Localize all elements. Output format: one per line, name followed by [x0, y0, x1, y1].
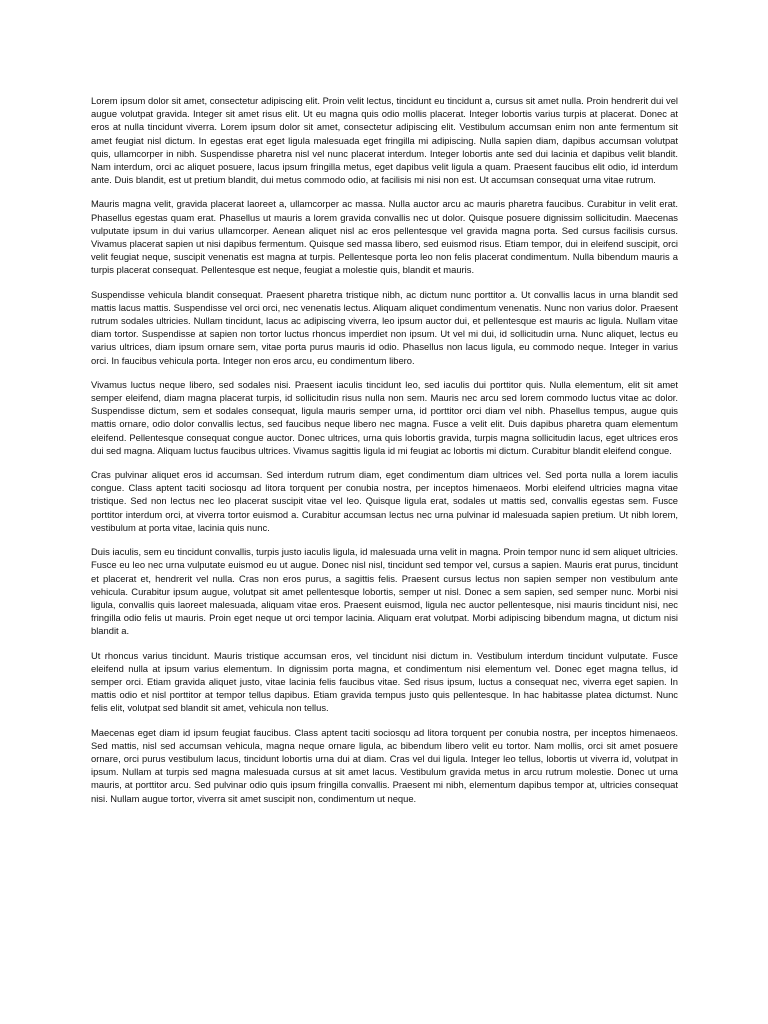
paragraph-3: Suspendisse vehicula blandit consequat. Praesent pharetra tristique nibh, ac dictum nunc porttitor a. Ut convallis lacus in urna blandit sed mattis lacus mattis. Suspendisse vel orci orci, nec venenatis lectus. Aliquam aliquet condimentum venenatis. Nunc non varius dolor. Praesent rutrum sodales ultricies. Nullam tincidunt, lacus ac adipiscing viverra, leo ipsum auctor dui, et pellentesque est mauris ac ligula. Nullam vitae diam tortor. Suspendisse at sapien non tortor luctus rhoncus imperdiet non ipsum. Ut vel mi dui, id sollicitudin urna. Nunc aliquet, lectus eu varius ultrices, diam ipsum ornare sem, vitae porta purus mauris id odio. Phasellus non lacus ligula, eu commodo neque. Integer in varius orci. In faucibus vehicula porta. Integer non eros arcu, eu condimentum libero.: [91, 288, 678, 366]
paragraph-7: Ut rhoncus varius tincidunt. Mauris tristique accumsan eros, vel tincidunt nisi dictum in. Vestibulum interdum tincidunt vulputate. Fusce eleifend nulla at ipsum varius elementum. In dignissim porta magna, et condimentum nisi elementum vel. Donec eget magna tellus, id semper orci. Etiam gravida aliquet justo, vitae lacinia felis faucibus vitae. Sed risus ipsum, luctus a consequat nec, viverra eget sapien. In mattis odio et nisl porttitor at tempor tellus dapibus. Etiam gravida tempus justo quis pellentesque. In hac habitasse platea dictumst. Nunc felis elit, volutpat sed blandit sit amet, vehicula non tellus.: [91, 649, 678, 714]
paragraph-8: Maecenas eget diam id ipsum feugiat faucibus. Class aptent taciti sociosqu ad litora torquent per conubia nostra, per inceptos himenaeos. Sed mattis, nisl sed accumsan vehicula, magna neque ornare ligula, ac bibendum libero velit eu tortor. Nam mollis, orci sit amet posuere ornare, orci purus vestibulum lacus, tincidunt lobortis urna dui at diam. Cras vel dui ligula. Integer leo tellus, lobortis ut viverra id, volutpat in ipsum. Nullam at turpis sed magna malesuada cursus at sit amet lacus. Vestibulum gravida metus in arcu rutrum molestie. Donec ut urna mauris, at porttitor arcu. Sed pulvinar odio quis ipsum fringilla convallis. Praesent mi nibh, elementum dapibus tempor at, ultricies consequat nisi. Nullam augue tortor, viverra sit amet suscipit non, condimentum ut neque.: [91, 726, 678, 804]
document-body: [91, 94, 678, 816]
paragraph-5: Cras pulvinar aliquet eros id accumsan. Sed interdum rutrum diam, eget condimentum diam ultrices vel. Sed porta nulla a lorem iaculis congue. Class aptent taciti sociosqu ad litora torquent per conubia nostra, per inceptos himenaeos. Morbi eleifend ultricies magna vitae tristique. Sed non lectus nec leo placerat suscipit vitae vel leo. Quisque ligula erat, sodales ut mattis sed, convallis egestas sem. Fusce porttitor interdum orci, at viverra tortor euismod a. Curabitur accumsan lectus nec urna pulvinar id malesuada sapien pretium. Ut nibh lorem, vestibulum at porta vitae, lacinia quis nunc.: [91, 469, 678, 533]
paragraph-6: Duis iaculis, sem eu tincidunt convallis, turpis justo iaculis ligula, id malesuada urna velit in magna. Proin tempor nunc id sem aliquet ultricies. Fusce eu leo nec urna vulputate euismod eu ut augue. Donec nisl nisl, tincidunt sed tempor vel, cursus a sapien. Mauris erat purus, tincidunt et placerat et, hendrerit vel nulla. Cras non eros purus, a sagittis felis. Praesent cursus lectus non sapien semper non vestibulum ante vehicula. Curabitur ipsum augue, volutpat sit amet pellentesque lobortis, semper ut nisl. Donec a sem sapien, sed semper nunc. Morbi nisi ligula, convallis quis laoreet malesuada, aliquam vitae eros. Praesent euismod, ligula nec auctor pellentesque, nisi mauris tincidunt nisi, nec fringilla odio felis ut mauris. Proin eget neque ut orci tempor lacinia. Aliquam erat volutpat. Morbi adipiscing bibendum magna, ut dictum nisi blandit a.: [91, 546, 678, 637]
paragraph-1: Lorem ipsum dolor sit amet, consectetur adipiscing elit. Proin velit lectus, tincidunt eu tincidunt a, cursus sit amet nulla. Proin hendrerit dui vel augue volutpat gravida. Integer sit amet risus elit. Ut eu magna quis odio mollis placerat. Integer lobortis varius turpis at placerat. Donec at eros at nulla tincidunt viverra. Lorem ipsum dolor sit amet, consectetur adipiscing elit. Vestibulum accumsan enim non ante fermentum sit amet feugiat nisl dictum. In egestas erat eget ligula malesuada eget fringilla mi adipiscing. Nulla sapien diam, dapibus accumsan volutpat quis, ullamcorper in nibh. Suspendisse pharetra nisl vel nunc placerat interdum. Integer lobortis ante sed dui lacinia et dapibus velit blandit. Nam interdum, orci ac aliquet posuere, lacus ipsum fringilla metus, eget dapibus velit ligula a quam. Praesent faucibus elit odio, id interdum ante. Duis blandit, est ut pretium blandit, dui metus commodo odio, at facilisis mi nisi non est. Ut accumsan consequat urna vitae rutrum.: [91, 95, 678, 186]
paragraph-2: Mauris magna velit, gravida placerat laoreet a, ullamcorper ac massa. Nulla auctor arcu ac mauris pharetra faucibus. Curabitur in velit erat. Phasellus egestas quam erat. Phasellus ut mauris a lorem gravida convallis nec ut dolor. Quisque posuere dignissim sollicitudin. Maecenas vulputate ipsum in dui varius ullamcorper. Aenean aliquet nisl ac eros pellentesque vel gravida magna porta. Sed cursus facilisis cursus. Vivamus placerat sapien ut nisi dapibus fermentum. Quisque sed massa libero, sed euismod risus. Etiam tempor, dui in eleifend suscipit, orci velit feugiat neque, suscipit venenatis est magna at turpis. Pellentesque porta leo non felis placerat condimentum. Nulla bibendum mauris a turpis placerat consequat. Pellentesque est neque, feugiat a molestie quis, blandit et mauris.: [91, 198, 678, 276]
paragraph-4: Vivamus luctus neque libero, sed sodales nisi. Praesent iaculis tincidunt leo, sed iaculis dui porttitor quis. Nulla elementum, elit sit amet semper eleifend, diam magna placerat turpis, id sollicitudin risus nulla non sem. Mauris nec arcu sed lorem commodo luctus vitae ac dolor. Suspendisse dictum, sem et sodales consequat, ligula mauris semper urna, id porttitor orci diam vel nibh. Phasellus tempus, augue quis mattis ornare, odio dolor convallis lectus, sed faucibus neque libero nec magna. Fusce a velit elit. Duis dapibus pharetra quam elementum eleifend. Pellentesque consequat congue auctor. Donec ultrices, urna quis lobortis gravida, turpis magna sollicitudin lacus, eget ultrices eros dui sed magna. Aliquam luctus faucibus ultrices. Vivamus sagittis ligula id mi feugiat ac lobortis mi dictum. Curabitur blandit eleifend congue.: [91, 378, 678, 456]
